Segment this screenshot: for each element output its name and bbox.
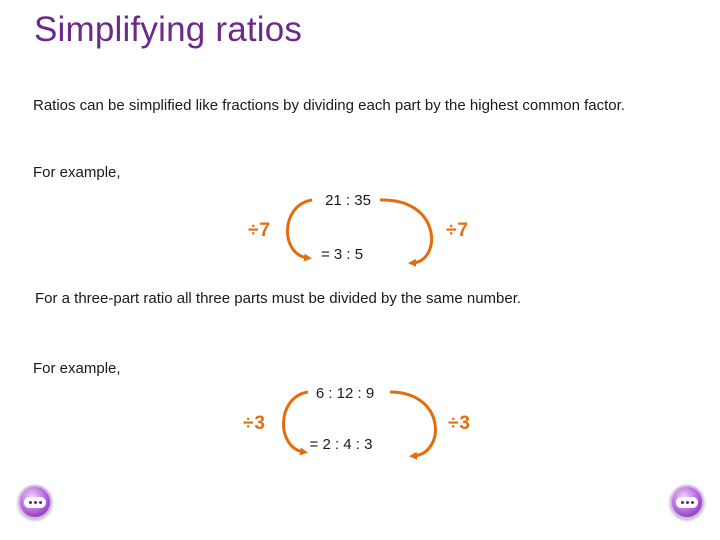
example1-simplified-ratio: = 3 : 5 (320, 246, 364, 263)
example1-arrow-right (380, 200, 432, 263)
next-slide-icon (676, 497, 698, 508)
previous-slide-icon (24, 497, 46, 508)
example-label-1: For example, (33, 164, 121, 181)
example2-arrow-right (390, 392, 435, 456)
example-label-2: For example, (33, 360, 121, 377)
example1-divide-right: ÷7 (446, 220, 469, 241)
example1-arrow-left (287, 200, 312, 258)
example2-original-ratio: 6 : 12 : 9 (315, 385, 375, 402)
previous-slide-button[interactable] (18, 485, 52, 519)
example1-divide-left: ÷7 (248, 220, 271, 241)
example2-arrow-left (283, 392, 308, 452)
example2-simplified-ratio: = 2 : 4 : 3 (309, 436, 373, 453)
next-slide-button[interactable] (670, 485, 704, 519)
example1-original-ratio: 21 : 35 (325, 192, 371, 209)
page-title: Simplifying ratios (34, 10, 303, 49)
three-part-text: For a three-part ratio all three parts must be divided by the same number. (35, 290, 522, 307)
intro-text: Ratios can be simplified like fractions by dividing each part by the highest common factor. (33, 97, 625, 114)
example2-divide-left: ÷3 (243, 413, 266, 434)
example2-divide-right: ÷3 (448, 413, 471, 434)
